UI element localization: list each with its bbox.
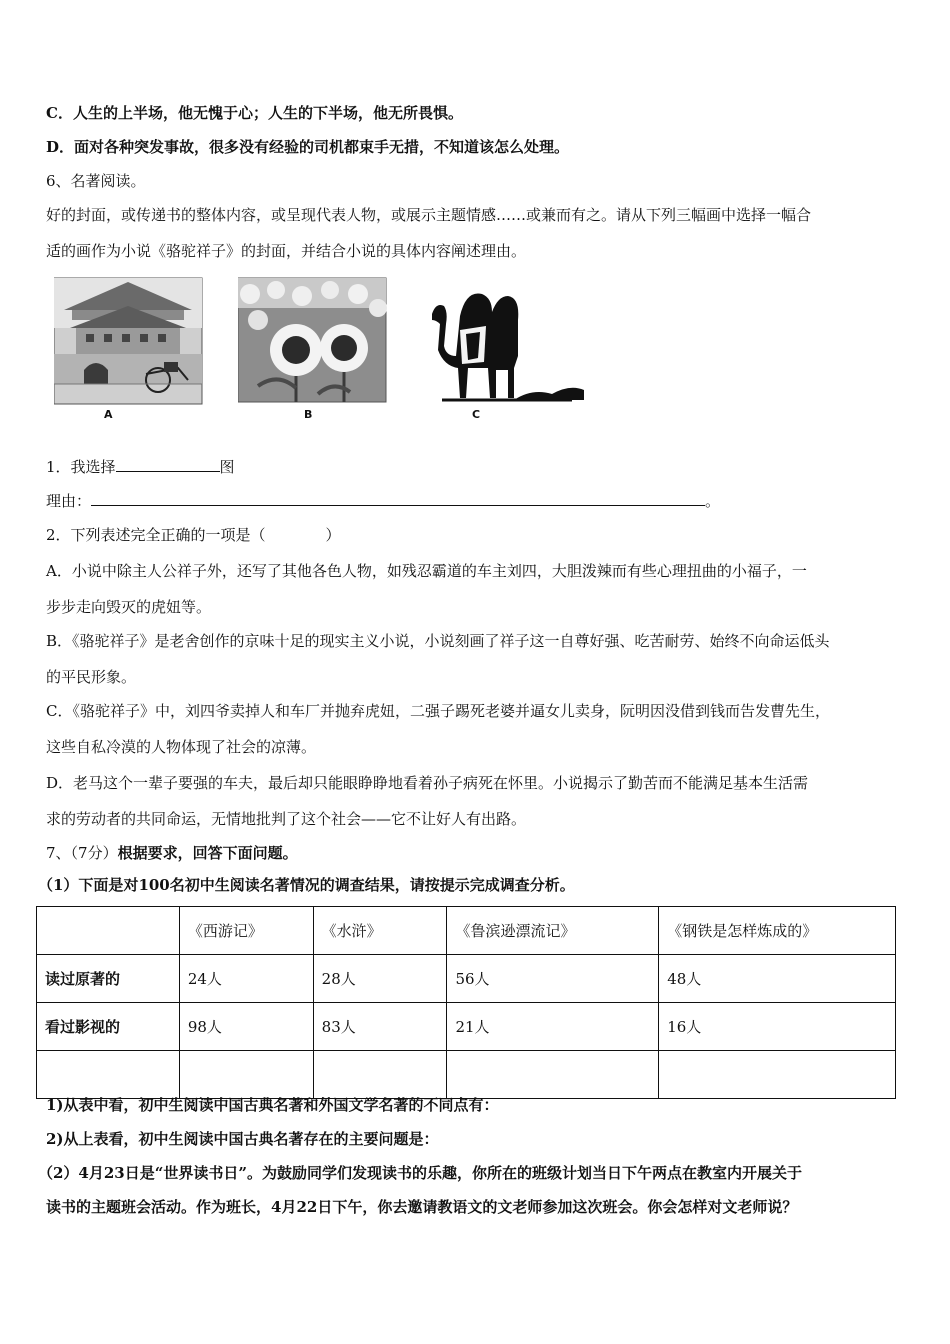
q7-part1: （1）下面是对100名初中生阅读名著情况的调查结果，请按提示完成调查分析。 (38, 876, 575, 894)
q6-intro-line1: 好的封面，或传递书的整体内容，或呈现代表人物，或展示主题情感……或兼而有之。请从下列三幅画中选择一幅合 (46, 206, 812, 224)
camel-silhouette-picture (422, 276, 588, 406)
reason-suffix: 。 (705, 492, 721, 510)
table-cell: 读过原著的 (37, 955, 180, 1003)
q7-part2-line2: 读书的主题班会活动。作为班长，4月22日下午，你去邀请教语文的文老师参加这次班会。你会怎样对文老师说？ (46, 1198, 798, 1216)
reason-prefix: 理由： (46, 492, 92, 510)
q7-part2-line1: （2）4月23日是“世界读书日”。为鼓励同学们发现读书的乐趣，你所在的班级计划当日下午两点在教室内开展关于 (38, 1164, 803, 1182)
q7-analysis2: 2)从上表看，初中生阅读中国古典名著存在的主要问题是： (46, 1130, 439, 1148)
table-header-cell: 《鲁滨逊漂流记》 (447, 907, 659, 955)
picture-c-label: C (472, 408, 481, 421)
table-cell: 24人 (179, 955, 313, 1003)
q7-title-prefix: 7、（7分） (46, 844, 118, 862)
table-row (37, 1003, 896, 1051)
sunflowers-picture (238, 276, 388, 406)
q6-sub2: 2．下列表述完全正确的一项是（ ） (46, 526, 341, 544)
q6-option-c-line1: C．《骆驼祥子》中，刘四爷卖掉人和车厂并抛弃虎妞，二强子踢死老婆并逼女儿卖身，阮明因没借到钱而告发曹先生， (46, 702, 830, 720)
table-header-row (37, 907, 896, 955)
table-cell[interactable] (179, 1051, 313, 1099)
table-cell: 看过影视的 (37, 1003, 180, 1051)
q6-option-a-line2: 步步走向毁灭的虎妞等。 (46, 598, 212, 616)
table-cell: 56人 (447, 955, 659, 1003)
table-row (37, 1051, 896, 1099)
q6-option-b-line1: B．《骆驼祥子》是老舍创作的京味十足的现实主义小说，小说刻画了祥子这一自尊好强、吃苦耐劳、始终不向命运低头 (46, 632, 830, 650)
q6-option-c-line2: 这些自私冷漠的人物体现了社会的凉薄。 (46, 738, 317, 756)
picture-b-label: B (304, 408, 313, 421)
table-cell: 83人 (313, 1003, 447, 1051)
q7-analysis1: 1)从表中看，初中生阅读中国古典名著和外国文学名著的不同点有： (46, 1096, 499, 1114)
table-cell: 21人 (447, 1003, 659, 1051)
table-cell[interactable] (659, 1051, 896, 1099)
q6-sub1 (46, 456, 906, 478)
picture-b (238, 276, 388, 421)
sub1-suffix: 图 (219, 458, 235, 476)
table-header-cell (37, 907, 180, 955)
sub1-prefix: 1．我选择 (46, 458, 116, 476)
table-cell: 16人 (659, 1003, 896, 1051)
q6-option-d-line2: 求的劳动者的共同命运，无情地批判了这个社会——它不让好人有出路。 (46, 810, 527, 828)
survey-table (36, 906, 896, 1099)
table-cell[interactable] (313, 1051, 447, 1099)
q6-reason (46, 490, 906, 512)
option-d-top: D．面对各种突发事故，很多没有经验的司机都束手无措，不知道该怎么处理。 (46, 138, 570, 156)
q6-option-b-line2: 的平民形象。 (46, 668, 137, 686)
q7-title (46, 842, 906, 864)
picture-a-label: A (104, 408, 113, 421)
q7-title-main: 根据要求，回答下面问题。 (117, 844, 298, 862)
option-c-top: C．人生的上半场，他无愧于心；人生的下半场，他无所畏惧。 (46, 104, 463, 122)
table-cell[interactable] (37, 1051, 180, 1099)
q6-title: 6、名著阅读。 (46, 172, 146, 190)
table-cell[interactable] (447, 1051, 659, 1099)
table-cell: 98人 (179, 1003, 313, 1051)
choice-blank[interactable] (116, 456, 220, 472)
q6-intro-line2: 适的画作为小说《骆驼祥子》的封面，并结合小说的具体内容阐述理由。 (46, 242, 527, 260)
table-row (37, 955, 896, 1003)
table-cell: 28人 (313, 955, 447, 1003)
table-cell: 48人 (659, 955, 896, 1003)
reason-blank[interactable] (91, 490, 705, 506)
city-gate-rickshaw-picture (54, 276, 204, 408)
q6-option-d-line1: D．老马这个一辈子要强的车夫，最后却只能眼睁睁地看着孙子病死在怀里。小说揭示了勤苦而不能满足基本生活需 (46, 774, 809, 792)
q6-option-a-line1: A．小说中除主人公祥子外，还写了其他各色人物，如残忍霸道的车主刘四，大胆泼辣而有些心理扭曲的小福子，一 (46, 562, 807, 580)
picture-c (422, 276, 588, 421)
table-header-cell: 《水浒》 (313, 907, 447, 955)
picture-a (54, 276, 204, 421)
table-header-cell: 《西游记》 (179, 907, 313, 955)
table-header-cell: 《钢铁是怎样炼成的》 (659, 907, 896, 955)
